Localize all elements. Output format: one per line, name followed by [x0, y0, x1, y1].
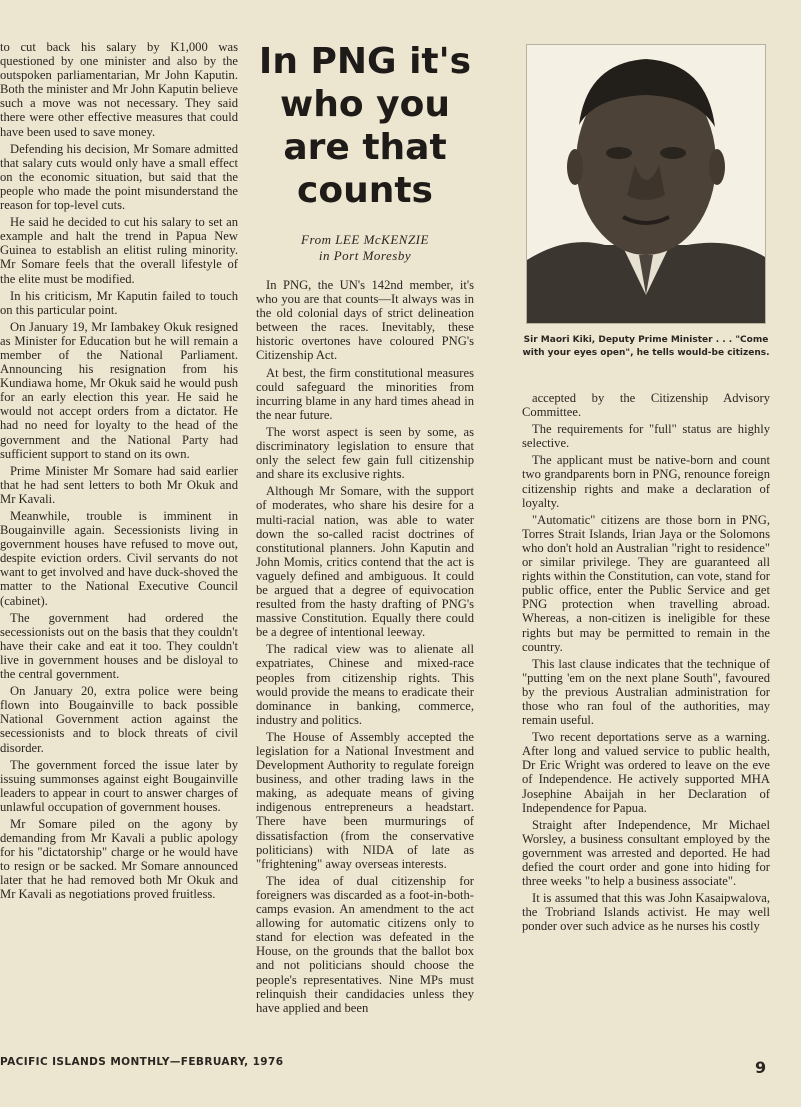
paragraph: On January 20, extra police were being flown into Bougainville to back possible National Government action against the secessionists and to block threats of civil disorder. [0, 684, 238, 755]
portrait-illustration [527, 45, 765, 323]
paragraph: The worst aspect is seen by some, as discriminatory legislation to ensure that only the select few gain full citizenship and share its exclusive rights. [256, 424, 474, 482]
headline: In PNG it's who you are that counts [258, 41, 472, 211]
publication-footer: PACIFIC ISLANDS MONTHLY—FEBRUARY, 1976 [0, 1056, 284, 1068]
paragraph: Meanwhile, trouble is imminent in Bougainville again. Secessionists living in government houses have refused to move out, despite eviction orders. Civil servants do not want to get involved and have duck-shoved the matter to the National Executive Council (cabinet). [0, 509, 238, 608]
photo-caption: Sir Maori Kiki, Deputy Prime Minister . . . "Come with your eyes open", he tells would-be citizens. [522, 335, 770, 358]
paragraph: The government forced the issue later by issuing summonses against eight Bougainville leaders to appear in court to answer charges of unlawful occupation of government houses. [0, 757, 238, 814]
paragraph: Mr Somare piled on the agony by demanding from Mr Kavali a public apology for his "dictatorship" charge or he would have to resign or be sacked. Mr Somare announced later that he had removed both Mr Okuk and Mr Kavali as negotiations proved fruitless. [0, 816, 238, 902]
article-column-1 [0, 40, 238, 905]
paragraph: Defending his decision, Mr Somare admitted that salary cuts would only have a small effect on the economic situation, but said that the people who made the point misunderstand the reason for top-level cuts. [0, 141, 238, 213]
paragraph: On January 19, Mr Iambakey Okuk resigned as Minister for Education but he will remain a member of the National Parliament. Announcing his resignation from his Kundiawa home, Mr Okuk said he would push for an early election this year. He said he would not accept orders from a dictator. He had no need for loyalty to the head of the government and the National Party had sufficient support to stand on its own. [0, 319, 238, 461]
paragraph: to cut back his salary by K1,000 was questioned by one minister and also by the outspoken parliamentarian, Mr John Kaputin. Both the minister and Mr John Kaputin believe such a move was not necessary. They said there were other effective measures that could have been used to save money. [0, 40, 238, 139]
paragraph: The House of Assembly accepted the legislation for a National Investment and Development Authority to regulate foreign business, and other trading laws in the making, as adequate means of giving indigenous entrepreneurs a headstart. There have been murmurings of dissatisfaction (from the conservative politicians) with NIDA of late as "frightening" away overseas interests. [256, 729, 474, 871]
paragraph: Straight after Independence, Mr Michael Worsley, a business consultant employed by the government was arrested and deported. He had defied the court order and gone into hiding for three weeks "to help a business associate". [522, 817, 770, 889]
paragraph: Prime Minister Mr Somare had said earlier that he had sent letters to both Mr Okuk and Mr Kavali. [0, 463, 238, 506]
paragraph: In PNG, the UN's 142nd member, it's who you are that counts—It always was in the old colonial days of strict delineation between the races. Inevitably, these historic overtones have coloured PNG's Citizenship Act. [256, 278, 474, 363]
paragraph: This last clause indicates that the technique of "putting 'em on the next plane South", favoured by the previous Australian administration for those who ran foul of the authorities, may remain useful. [522, 656, 770, 728]
paragraph: In his criticism, Mr Kaputin failed to touch on this particular point. [0, 288, 238, 317]
paragraph: The requirements for "full" status are highly selective. [522, 422, 770, 451]
page-number: 9 [755, 1058, 767, 1077]
paragraph: Two recent deportations serve as a warning. After long and valued service to public health, Dr Eric Wright was ordered to leave on the eve of Independence. He actively supported MHA Josephine Abaijah in her Declaration of Independence for Papua. [522, 730, 770, 815]
article-column-3 [522, 391, 770, 936]
portrait-photo [526, 44, 766, 324]
paragraph: It is assumed that this was John Kasaipwalova, the Trobriand Islands activist. He may well ponder over such advice as he nurses his costly [522, 891, 770, 934]
byline-author: From LEE McKENZIE [301, 232, 429, 247]
article-column-2 [256, 40, 474, 1018]
byline-location: in Port Moresby [318, 248, 412, 263]
paragraph: The idea of dual citizenship for foreigners was discarded as a foot-in-both-camps evasion. An amendment to the act allowing for automatic citizens only to stand for election was defeated in the House, on the grounds that the ballot box and not politicians should choose the people's representatives. Nine MPs must relinquish their candidacies unless they have applied and been [256, 873, 474, 1015]
paragraph: The applicant must be native-born and count two grandparents born in PNG, renounce foreign citizenship rights and make a declaration of loyalty. [522, 453, 770, 510]
paragraph: accepted by the Citizenship Advisory Committee. [522, 391, 770, 420]
paragraph: The government had ordered the secessionists out on the basis that they couldn't have their cake and eat it too. They couldn't live in government houses and be disloyal to the central government. [0, 610, 238, 682]
paragraph: Although Mr Somare, with the support of moderates, who share his desire for a multi-racial nation, was able to water down the so-called racist doctrines of constitutional planners. John Kaputin and John Momis, critics contend that the act is vaguely defined and ambiguous. It could be argued that a degree of equivocation resulted from the hasty drafting of PNG's massive Constitution. Equally there could be a degree of intentional leeway. [256, 484, 474, 640]
paragraph: The radical view was to alienate all expatriates, Chinese and mixed-race peoples from citizenship rights. This would provide the means to eradicate their dominance in banking, commerce, industry and politics. [256, 642, 474, 727]
paragraph: "Automatic" citizens are those born in PNG, Torres Strait Islands, Irian Jaya or the Solomons who don't hold an Australian "right to residence" or similar privilege. They are guaranteed all rights within the Constitution, can vote, stand for public office, enter the Public Service and get PNG protection when travelling abroad. Whereas, a non-citizen is ineligible for these rights but may be permitted to remain in the country. [522, 512, 770, 654]
paragraph: At best, the firm constitutional measures could safeguard the minorities from incurring blame in any hard times ahead in the near future. [256, 365, 474, 422]
column-2-body [256, 278, 474, 1015]
paragraph: He said he decided to cut his salary to set an example and halt the trend in Papua New Guinea to establish an elitist ruling minority. Mr Somare feels that the overall lifestyle of the elite must be modified. [0, 215, 238, 286]
byline [256, 232, 474, 264]
